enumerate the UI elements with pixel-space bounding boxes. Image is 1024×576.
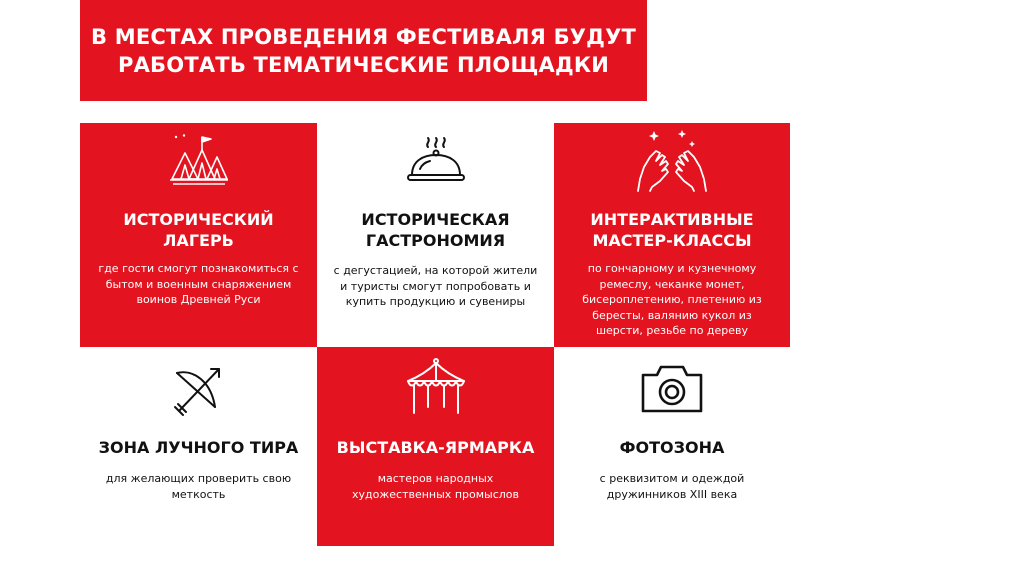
page-header <box>80 0 647 101</box>
card-interactive-masterclasses <box>554 123 790 347</box>
card-description: где гости смогут познакомиться с бытом и военным снаряжением воинов Древней Руси <box>98 262 299 306</box>
header-line-1: В МЕСТАХ ПРОВЕДЕНИЯ ФЕСТИВАЛЯ БУДУТ <box>91 24 636 49</box>
cloche-icon <box>404 135 468 187</box>
card-description: для желающих проверить свою меткость <box>105 472 292 501</box>
card-title: ФОТОЗОНА <box>619 438 725 457</box>
card-title: ИСТОРИЧЕСКАЯ ГАСТРОНОМИЯ <box>361 210 510 250</box>
card-description: с дегустацией, на которой жители и туристы смогут попробовать и купить продукцию и сувениры <box>333 264 538 308</box>
card-title: ИНТЕРАКТИВНЫЕ МАСТЕР-КЛАССЫ <box>590 210 754 250</box>
card-title: ВЫСТАВКА-ЯРМАРКА <box>336 438 535 457</box>
camera-icon <box>639 363 705 415</box>
card-historical-camp <box>80 123 317 347</box>
card-description: с реквизитом и одеждой дружинников XIII века <box>599 472 745 501</box>
hands-sparkles-icon <box>632 125 712 195</box>
card-exhibition-fair <box>317 347 554 546</box>
bow-arrow-icon <box>171 361 227 417</box>
card-description: по гончарному и кузнечному ремеслу, чеканке монет, бисероплетению, плетению из бересты, валянию кукол из шерсти, резьбе по дереву <box>582 262 762 337</box>
camp-tents-icon <box>169 133 229 185</box>
card-photo-zone <box>554 347 790 546</box>
card-archery-zone <box>80 347 317 546</box>
card-historical-gastronomy <box>317 123 554 347</box>
pavilion-tent-icon <box>404 357 468 415</box>
card-description: мастеров народных художественных промыслов <box>352 472 519 501</box>
card-title: ИСТОРИЧЕСКИЙ ЛАГЕРЬ <box>123 210 274 250</box>
header-line-2: РАБОТАТЬ ТЕМАТИЧЕСКИЕ ПЛОЩАДКИ <box>118 52 609 77</box>
card-title: ЗОНА ЛУЧНОГО ТИРА <box>98 438 299 457</box>
